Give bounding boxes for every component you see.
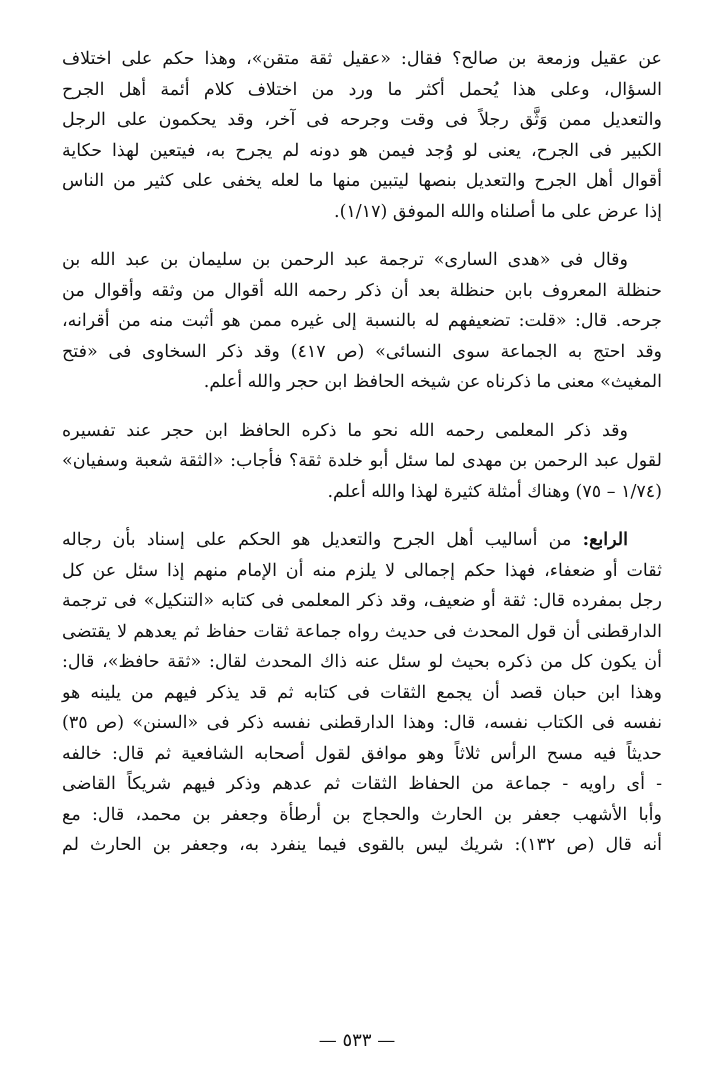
text-line: إذا عرض على ما أصلناه والله الموفق (١/١٧).	[334, 201, 662, 222]
section-heading: الرابع:	[582, 530, 628, 550]
text-line: نفسه فى الكتاب نفسه، قال: وهذا الدارقطنى نفسه ذكر فى «السنن» (ص ٣٥)	[62, 713, 662, 733]
text-line: وقد احتج به الجماعة سوى النسائى» (ص ٤١٧) وقد ذكر السخاوى فى «فتح	[62, 341, 663, 362]
paragraph-1	[62, 44, 662, 227]
text-line: لقول عبد الرحمن بن مهدى لما سئل أبو خلدة ثقة؟ فأجاب: «الثقة شعبة وسفيان»	[62, 451, 662, 471]
text-line: حديثاً فيه مسح الرأس ثلاثاً وهو موافق لقول أصحابه الشافعية ثم قال: خالفه	[62, 743, 662, 764]
text-line: أقوال أهل الجرح والتعديل بنصها ليتبين منها ما لعله يخفى على كثير من الناس	[62, 171, 662, 191]
text-line: - أى راويه - جماعة من الحفاظ الثقات ثم عدهم وذكر فيهم شريكاً القاضى	[62, 774, 662, 794]
paragraph-gap	[62, 227, 662, 245]
paragraph-gap	[62, 507, 662, 525]
paragraph-3	[62, 416, 662, 508]
text-line: والتعديل ممن وَثَّق رجلاً فى وقت وجرحه فى آخر، وقد يحكمون على الرجل	[62, 110, 662, 130]
text-line: السؤال، وعلى هذا يُحمل أكثر ما ورد من اختلاف كلام أئمة أهل الجرح	[62, 79, 662, 100]
text-line: رجل بمفرده قال: ثقة أو ضعيف، وقد ذكر المعلمى فى كتابه «التنكيل» فى ترجمة	[62, 591, 662, 611]
text-line: وقد ذكر المعلمى رحمه الله نحو ما ذكره الحافظ ابن حجر عند تفسيره	[62, 420, 628, 441]
text-line	[62, 525, 662, 556]
text-line-content: من أساليب أهل الجرح والتعديل هو الحكم على إسناد بأن رجاله	[62, 530, 572, 550]
text-line: ثقات أو ضعفاء، فهذا حكم إجمالى لا يلزم منه أن الإمام منهم إذا سئل عن كل	[62, 560, 662, 581]
paragraph-gap	[62, 398, 662, 416]
text-line: وأبا الأشهب جعفر بن الحارث والحجاج بن أرطأة وجعفر بن محمد، قال: مع	[62, 804, 662, 825]
text-line: وقال فى «هدى السارى» ترجمة عبد الرحمن بن سليمان بن عبد الله بن	[62, 250, 628, 270]
document-page	[62, 44, 662, 861]
text-line: وهذا ابن حبان قصد أن يجمع الثقات فى كتابه ثم قد يذكر فيهم من يلينه هو	[62, 682, 662, 703]
text-line: حنظلة المعروف بابن حنظلة بعد أن ذكر رحمه الله أقوال من وثقه وأقوال من	[62, 280, 662, 301]
text-line: عن عقيل وزمعة بن صالح؟ فقال: «عقيل ثقة متقن»، وهذا حكم على اختلاف	[62, 49, 662, 69]
text-line: المغيث» معنى ما ذكرناه عن شيخه الحافظ ابن حجر والله أعلم.	[203, 372, 662, 392]
text-line: أن يكون كل من ذكره بحيث لو سئل عنه ذاك المحدث لقال: «ثقة حافظ»، قال:	[62, 652, 662, 672]
page-number: — ٥٣٣ —	[318, 1030, 396, 1051]
text-line: (١/٧٤ – ٧٥) وهناك أمثلة كثيرة لهذا والله أعلم.	[327, 481, 662, 502]
text-line: الكبير فى الجرح، يعنى لو وُجد فيمن هو دونه لم يجرح به، فيتعين لهذا حكاية	[62, 140, 662, 161]
text-line: الدارقطنى أن قول المحدث فى حديث رواه جماعة ثقات حفاظ ثم يعدهم لا يقتضى	[62, 621, 662, 642]
text-line: أنه قال (ص ١٣٢): شريك ليس بالقوى فيما ينفرد به، وجعفر بن الحارث لم	[62, 835, 662, 855]
text-line: جرحه. قال: «قلت: تضعيفهم له بالنسبة إلى غيره ممن هو أثبت منه من أقرانه،	[62, 311, 662, 331]
paragraph-2	[62, 245, 662, 398]
paragraph-4	[62, 525, 662, 861]
